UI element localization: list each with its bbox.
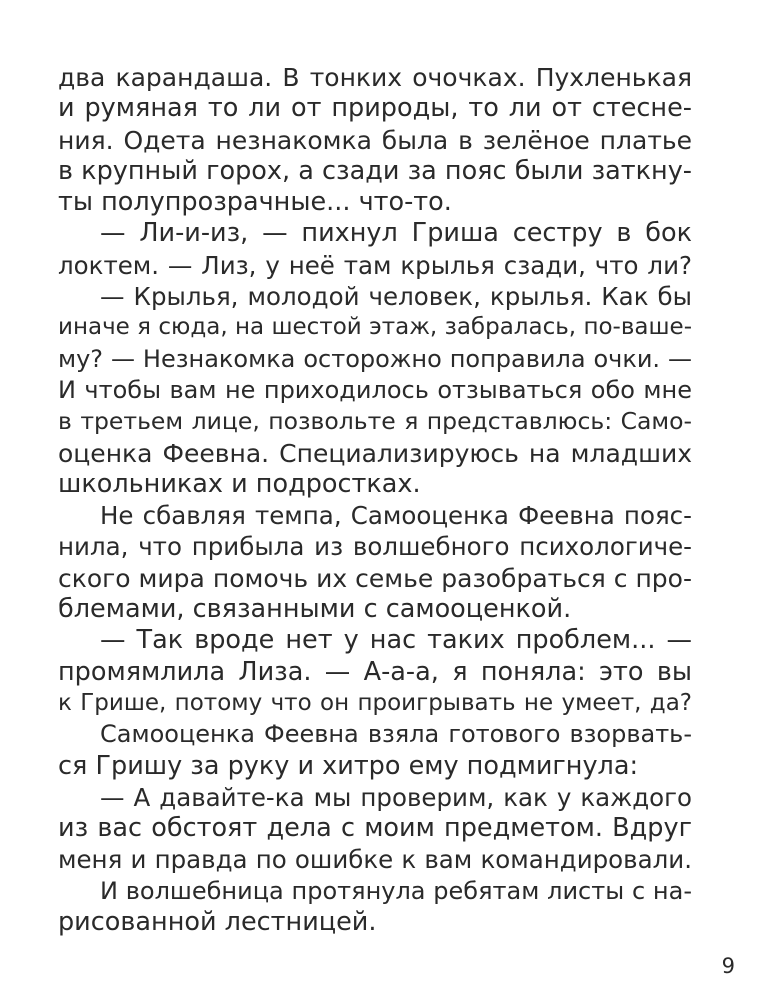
text-line: локтем. — Лиз, у неё там крылья сзади, что ли?: [58, 250, 692, 280]
text-line: из вас обстоят дела с моим предметом. Вдруг: [58, 813, 692, 844]
text-line: иначе я сюда, на шестой этаж, забралась, по-ваше-: [58, 314, 692, 341]
text-line: ты полупрозрачные... что-то.: [58, 187, 452, 218]
text-line: — Ли-и-из, — пихнул Гриша сестру в бок: [100, 218, 692, 249]
text-line: в третьем лице, позвольте я представлюсь: Само-: [58, 407, 692, 436]
text-line: И волшебница протянула ребятам листы с на-: [100, 876, 692, 905]
text-line: промямлила Лиза. — А-а-а, я поняла: это вы: [58, 656, 692, 687]
page-number: 9: [721, 954, 735, 978]
text-line: к Грише, потому что он проигрывать не умеет, да?: [58, 689, 692, 716]
text-line: — Так вроде нет у нас таких проблем... —: [100, 625, 692, 656]
text-line: меня и правда по ошибке к вам командировали.: [58, 845, 692, 875]
text-line: — Крылья, молодой человек, крылья. Как бы: [100, 282, 692, 312]
text-line: ского мира помочь их семье разобраться с про-: [58, 563, 692, 593]
text-line: блемами, связанными с самооценкой.: [58, 594, 572, 625]
text-line: Самооценка Феевна взяла готового взорвать-: [100, 720, 692, 749]
body-text: [58, 62, 692, 938]
text-line: ния. Одета незнакомка была в зелёное платье: [58, 125, 692, 155]
text-line: Не сбавляя темпа, Самооценка Феевна пояс-: [100, 501, 692, 531]
text-line: — А давайте-ка мы проверим, как у каждого: [100, 782, 692, 812]
text-line: оценка Феевна. Специализируюсь на младших: [58, 438, 692, 468]
text-line: и румяная то ли от природы, то ли от стесне-: [58, 93, 692, 124]
text-line: му? — Незнакомка осторожно поправила очки. —: [58, 344, 692, 373]
text-line: два карандаша. В тонких очочках. Пухленькая: [58, 63, 692, 92]
text-line: в крупный горох, а сзади за пояс были заткну-: [58, 155, 692, 186]
text-line: И чтобы вам не приходилось отзываться обо мне: [58, 375, 692, 404]
text-line: нила, что прибыла из волшебного психологиче-: [58, 532, 692, 562]
text-line: школьниках и подростках.: [58, 468, 421, 499]
text-line: ся Гришу за руку и хитро ему подмигнула:: [58, 750, 639, 781]
text-line: рисованной лестницей.: [58, 907, 377, 938]
